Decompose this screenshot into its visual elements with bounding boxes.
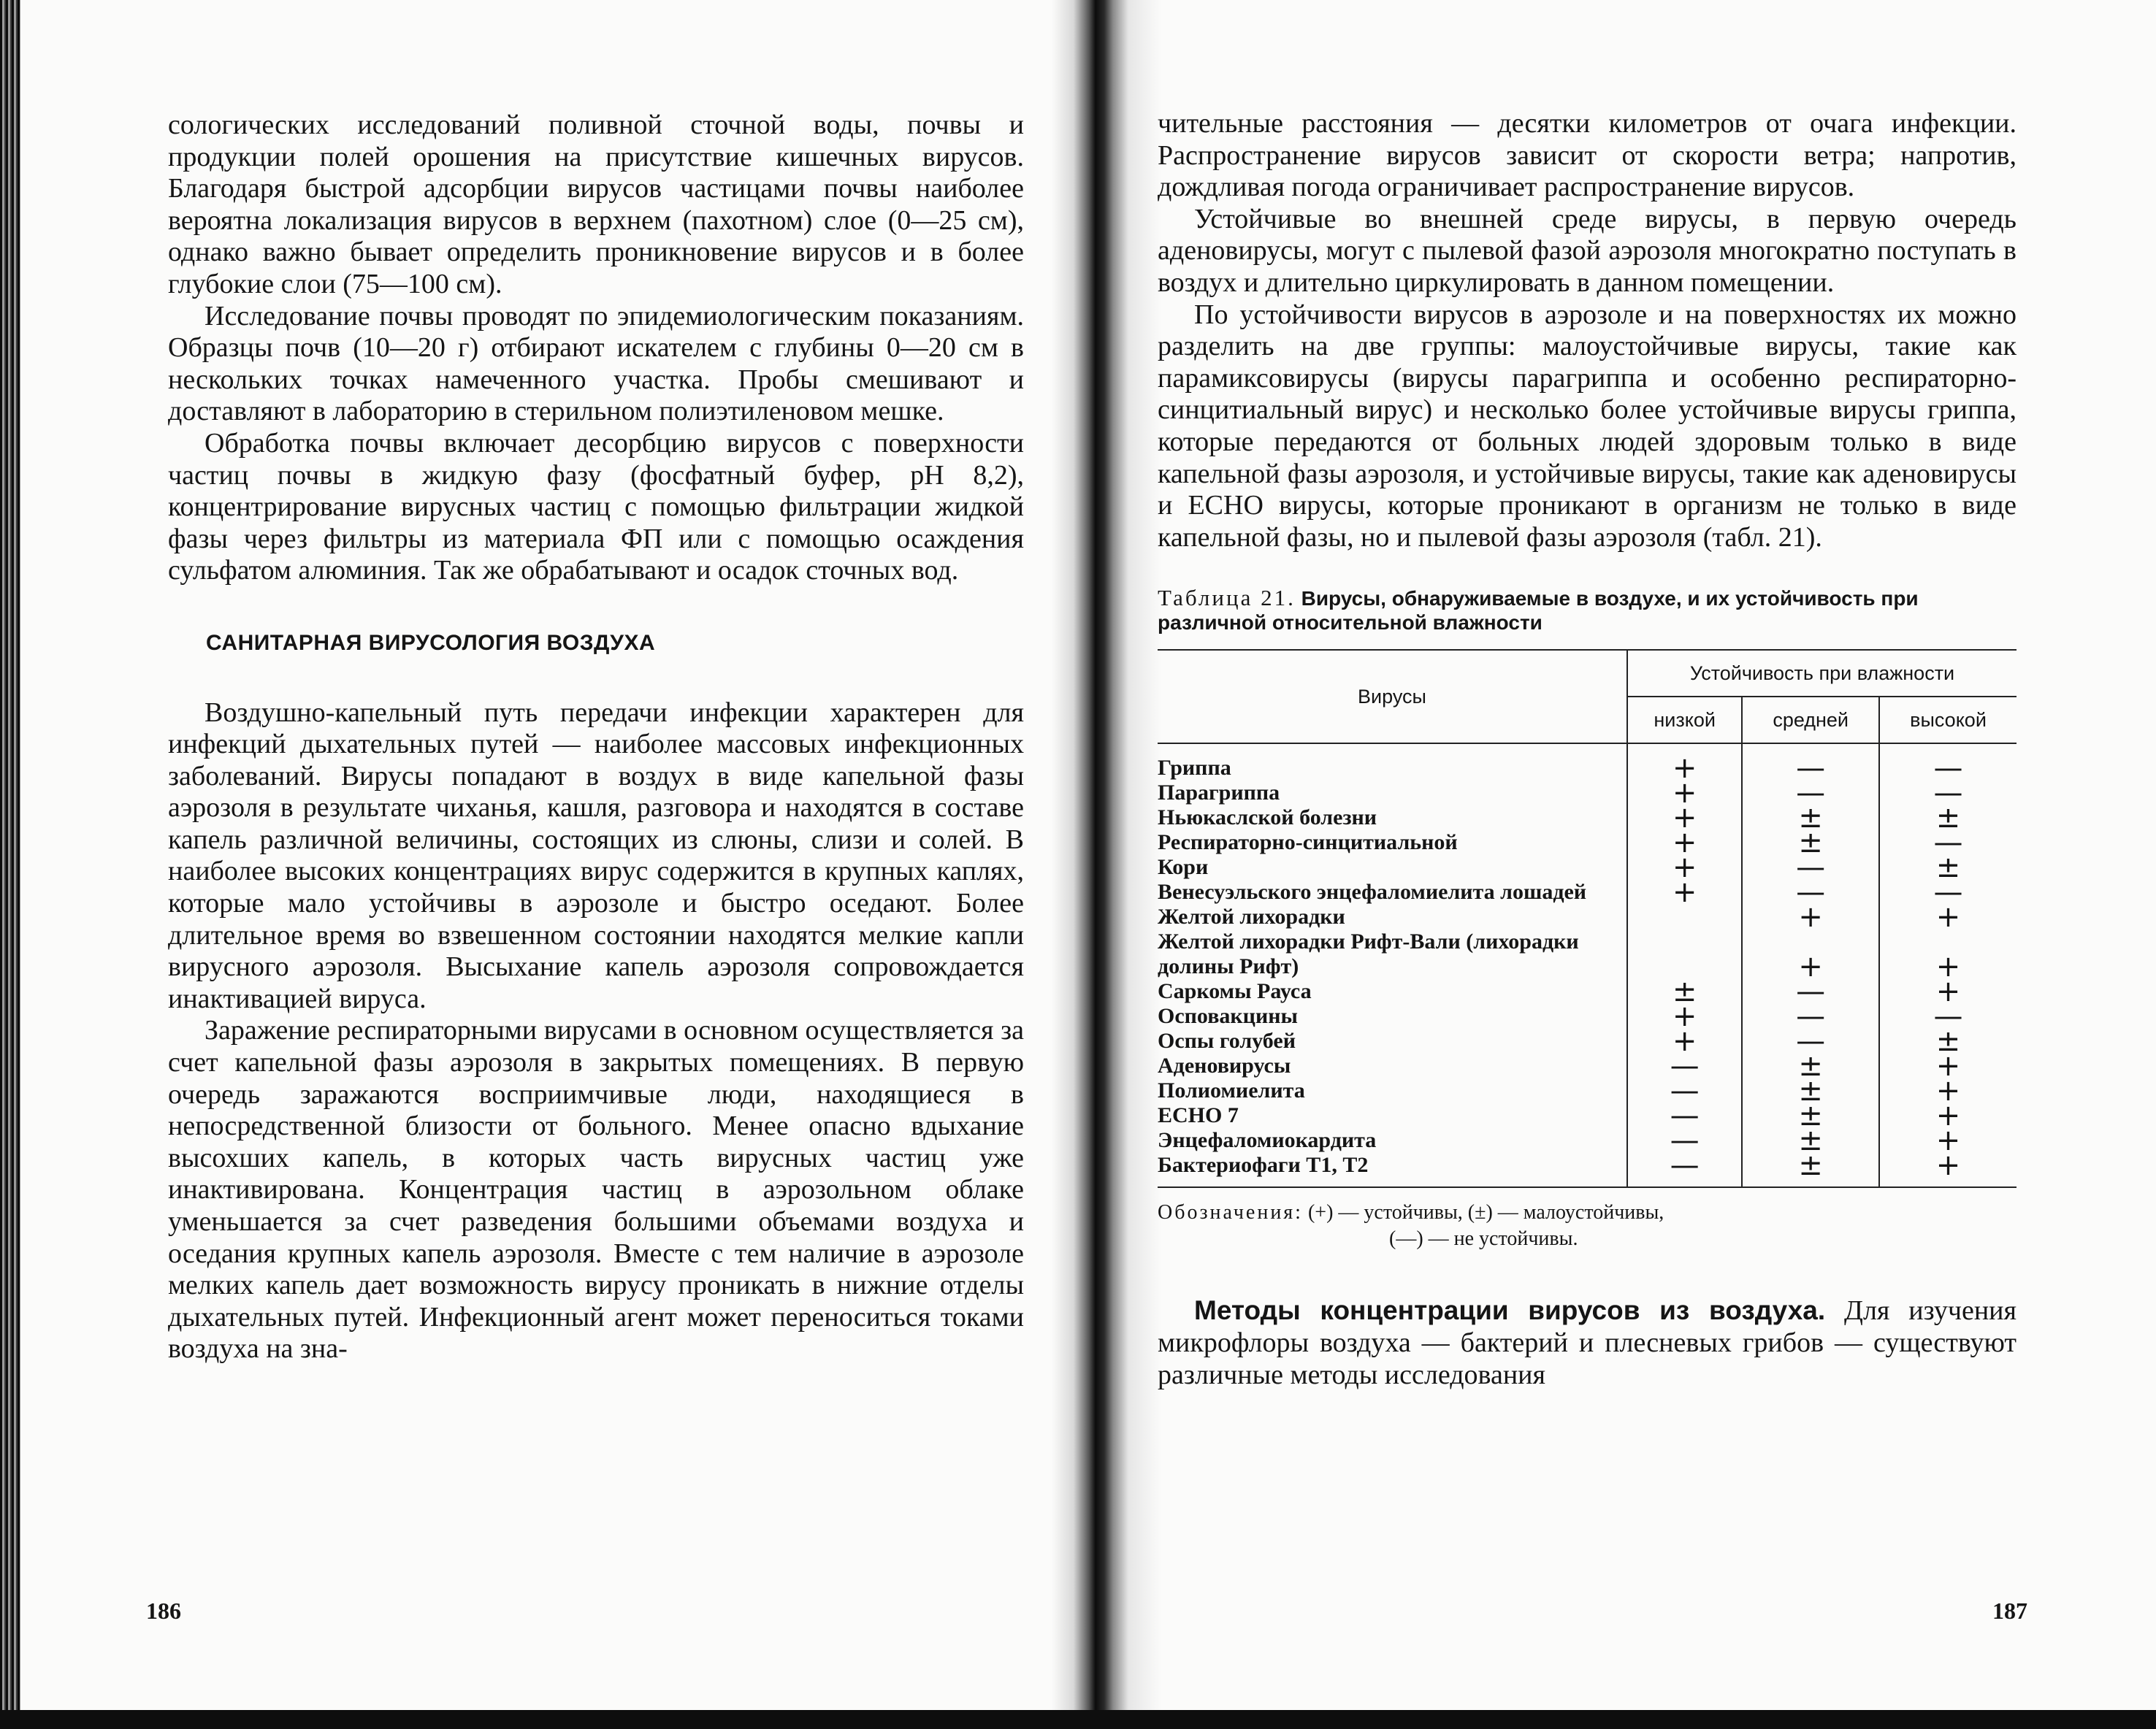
table-caption xyxy=(1158,586,2017,635)
virus-name-cell: Гриппа xyxy=(1158,743,1627,781)
stability-mid-cell: ± xyxy=(1742,1128,1879,1153)
stability-mid-cell: — xyxy=(1742,743,1879,781)
stability-high-cell: + xyxy=(1935,1099,1961,1133)
legend-line-2: (—) — не устойчивы. xyxy=(1389,1227,1578,1251)
table-row xyxy=(1158,855,2017,880)
stability-mid-cell: ± xyxy=(1742,830,1879,855)
stability-high-cell: + xyxy=(1935,1074,1961,1108)
table-row xyxy=(1158,805,2017,830)
stability-high-cell: — xyxy=(1933,826,1963,860)
stability-high-cell: — xyxy=(1933,1000,1963,1034)
stability-high-cell: + xyxy=(1935,950,1961,984)
table-row xyxy=(1158,1029,2017,1054)
stability-high-cell: — xyxy=(1933,875,1963,910)
table-row xyxy=(1158,781,2017,805)
section-heading: САНИТАРНАЯ ВИРУСОЛОГИЯ ВОЗДУХА xyxy=(206,630,656,655)
stability-mid-cell: — xyxy=(1742,781,1879,805)
virus-name-cell: Кори xyxy=(1158,855,1627,880)
section-lead-paragraph xyxy=(1158,1295,2017,1391)
virus-name-cell: Ньюкаслской болезни xyxy=(1158,805,1627,830)
paragraph: Заражение респираторными вирусами в основном осуществляется за счет капельной фазы аэрозоля в закрытых помещениях. В первую очередь заражаются восприимчивые люди, находящиеся в непосредственной близости от больного. Менее опасно вдыхание высохших капель, в которых часть вирусных частиц уже инактивирована. Концентрация частиц в аэрозольном облаке уменьшается за счет разведения большими объемами воздуха и оседания крупных капель аэрозоля. Вместе с тем наличие в аэрозоле мелких капель дает возможность вирусу проникать в нижние отделы дыхательных путей. Инфекционный агент может переноситься токами воздуха на зна- xyxy=(168,1015,1024,1365)
scan-border xyxy=(0,1710,2156,1729)
stability-low-cell: — xyxy=(1627,1128,1742,1153)
stability-mid-cell: ± xyxy=(1742,1153,1879,1187)
paragraph: Воздушно-капельный путь передачи инфекции характерен для инфекций дыхательных путей — наиболее массовых инфекционных заболеваний. Вирусы попадают в воздух в виде капельной фазы аэрозоля в результате чиханья, кашля, разговора и находятся в составе капель различной величины, состоящих из слюны, слизи и солей. В наиболее высоких концентрациях вирус содержится в крупных каплях, которые мало устойчивы в аэрозоле и быстро оседают. Более длительное время во взвешенном состоянии находятся мелкие капли вирусного аэрозоля. Высыхание капель аэрозоля сопровождается инактивацией вируса. xyxy=(168,697,1024,1014)
virus-name-cell: Желтой лихорадки Рифт-Вали (лихорадки долины Рифт) xyxy=(1158,929,1627,979)
stability-high-cell: + xyxy=(1935,975,1961,1009)
stability-high-cell: + xyxy=(1935,1149,1961,1183)
header-viruses: Вирусы xyxy=(1158,650,1627,743)
stability-low-cell: + xyxy=(1627,743,1742,781)
virus-name-cell: Желтой лихорадки xyxy=(1158,905,1627,929)
stability-low-cell xyxy=(1627,929,1742,979)
virus-name-cell: Полиомиелита xyxy=(1158,1078,1627,1103)
table-row xyxy=(1158,979,2017,1004)
table-legend xyxy=(1158,1200,2017,1252)
table-row xyxy=(1158,1078,2017,1103)
stability-low-cell: — xyxy=(1627,1054,1742,1078)
stability-low-cell: + xyxy=(1627,1004,1742,1029)
stability-low-cell: + xyxy=(1627,805,1742,830)
stability-high-cell: — xyxy=(1933,751,1963,786)
virus-name-cell: ECHO 7 xyxy=(1158,1103,1627,1128)
table-row xyxy=(1158,743,2017,781)
stability-mid-cell: ± xyxy=(1742,1078,1879,1103)
table-row xyxy=(1158,929,2017,979)
header-low: низкой xyxy=(1627,697,1742,743)
paragraph: По устойчивости вирусов в аэрозоле и на поверхностях их можно разделить на две группы: малоустойчивые вирусы, такие как парамиксовирусы (вирусы парагриппа и особенно респираторно-синцитиальный вирус) и несколько более устойчивые вирусы гриппа, которые передаются от больных людей здоровым только в виде капельной фазы аэрозоля, и устойчивые вирусы, такие как аденовирусы и ECHO вирусы, которые проникают в организм не только в виде капельной фазы, но и пылевой фазы аэрозоля (табл. 21). xyxy=(1158,299,2017,553)
book-gutter xyxy=(1052,0,1161,1729)
virus-name-cell: Парагриппа xyxy=(1158,781,1627,805)
paragraph: Исследование почвы проводят по эпидемиологическим показаниям. Образцы почв (10—20 г) отбирают искателем с глубины 0—20 см в нескольких точках намеченного участка. Пробы смешивают и доставляют в лабораторию в стерильном полиэтиленовом мешке. xyxy=(168,300,1024,427)
table-row xyxy=(1158,1004,2017,1029)
virus-name-cell: Венесуэльского энцефаломиелита лошадей xyxy=(1158,880,1627,905)
stability-low-cell: ± xyxy=(1627,979,1742,1004)
stability-mid-cell: ± xyxy=(1742,1103,1879,1128)
stability-high-cell: + xyxy=(1935,900,1961,935)
virus-name-cell: Осповакцины xyxy=(1158,1004,1627,1029)
stability-high-cell: + xyxy=(1935,1124,1961,1158)
virus-stability-table xyxy=(1158,649,2017,1188)
left-text-column xyxy=(168,110,1024,1365)
page-number-right: 187 xyxy=(1992,1598,2027,1624)
virus-name-cell: Саркомы Рауса xyxy=(1158,979,1627,1004)
table-row xyxy=(1158,880,2017,905)
section-lead-title: Методы концентрации вирусов из воздуха. xyxy=(1194,1295,1826,1326)
table-caption-label: Таблица 21. xyxy=(1158,585,1296,611)
stability-high-cell: ± xyxy=(1935,1024,1961,1059)
table-row xyxy=(1158,905,2017,929)
stability-low-cell: + xyxy=(1627,830,1742,855)
section-lead-text: Для изучения микрофлоры воздуха — бактерий и плесневых грибов — существуют различные методы исследования xyxy=(1158,1295,2017,1390)
paragraph: сологических исследований поливной сточной воды, почвы и продукции полей орошения на присутствие кишечных вирусов. Благодаря быстрой адсорбции вирусов частицами почвы наиболее вероятна локализация вирусов в верхнем (пахотном) слое (0—25 см), однако важно бывает определить проникновение вирусов и в более глубокие слои (75—100 см). xyxy=(168,110,1024,299)
legend-label: Обозначения: xyxy=(1158,1201,1303,1224)
virus-name-cell: Респираторно-синцитиальной xyxy=(1158,830,1627,855)
stability-mid-cell: ± xyxy=(1742,1054,1879,1078)
stability-mid-cell: — xyxy=(1742,880,1879,905)
page-number-left: 186 xyxy=(146,1598,181,1624)
paragraph: чительные расстояния — десятки километров от очага инфекции. Распространение вирусов зависит от скорости ветра; напротив, дождливая погода ограничивает распространение вирусов. xyxy=(1158,108,2017,203)
stability-low-cell: — xyxy=(1627,1153,1742,1187)
stability-mid-cell: + xyxy=(1742,929,1879,979)
table-caption-text: Вирусы, обнаруживаемые в воздухе, и их устойчивость при различной относительной влажности xyxy=(1158,587,1919,635)
stability-low-cell: + xyxy=(1627,855,1742,880)
page-edge xyxy=(0,0,20,1729)
table-row xyxy=(1158,830,2017,855)
header-stability: Устойчивость при влажности xyxy=(1627,650,2017,697)
paragraph: Устойчивые во внешней среде вирусы, в первую очередь аденовирусы, могут с пылевой фазой аэрозоля многократно поступать в воздух и длительно циркулировать в данном помещении. xyxy=(1158,203,2017,298)
stability-high-cell: + xyxy=(1935,1049,1961,1084)
stability-mid-cell: ± xyxy=(1742,805,1879,830)
table-row xyxy=(1158,1153,2017,1187)
virus-name-cell: Энцефаломиокардита xyxy=(1158,1128,1627,1153)
paragraph: Обработка почвы включает десорбцию вирусов с поверхности частиц почвы в жидкую фазу (фосфатный буфер, pH 8,2), концентрирование вирусных частиц с помощью фильтрации жидкой фазы через фильтры из материала ФП или с помощью осаждения сульфатом алюминия. Так же обрабатывают и осадок сточных вод. xyxy=(168,427,1024,586)
stability-low-cell: — xyxy=(1627,1078,1742,1103)
virus-name-cell: Оспы голубей xyxy=(1158,1029,1627,1054)
virus-name-cell: Бактериофаги Т1, Т2 xyxy=(1158,1153,1627,1187)
stability-high-cell: ± xyxy=(1935,801,1961,835)
stability-mid-cell: — xyxy=(1742,1029,1879,1054)
stability-low-cell: + xyxy=(1627,781,1742,805)
table-body xyxy=(1158,743,2017,1187)
virus-name-cell: Аденовирусы xyxy=(1158,1054,1627,1078)
stability-high-cell: ± xyxy=(1935,851,1961,885)
stability-mid-cell: + xyxy=(1742,905,1879,929)
table-row xyxy=(1158,1103,2017,1128)
stability-mid-cell: — xyxy=(1742,1004,1879,1029)
right-text-column xyxy=(1158,108,2017,1391)
legend-line-1: (+) — устойчивы, (±) — малоустойчивы, xyxy=(1307,1201,1664,1224)
stability-high-cell: — xyxy=(1933,776,1963,810)
table-row xyxy=(1158,1054,2017,1078)
stability-low-cell: — xyxy=(1627,1103,1742,1128)
header-high: высокой xyxy=(1879,697,2017,743)
header-mid: средней xyxy=(1742,697,1879,743)
stability-mid-cell: — xyxy=(1742,855,1879,880)
stability-mid-cell: — xyxy=(1742,979,1879,1004)
stability-low-cell: + xyxy=(1627,880,1742,905)
table-row xyxy=(1158,1128,2017,1153)
stability-low-cell: + xyxy=(1627,1029,1742,1054)
